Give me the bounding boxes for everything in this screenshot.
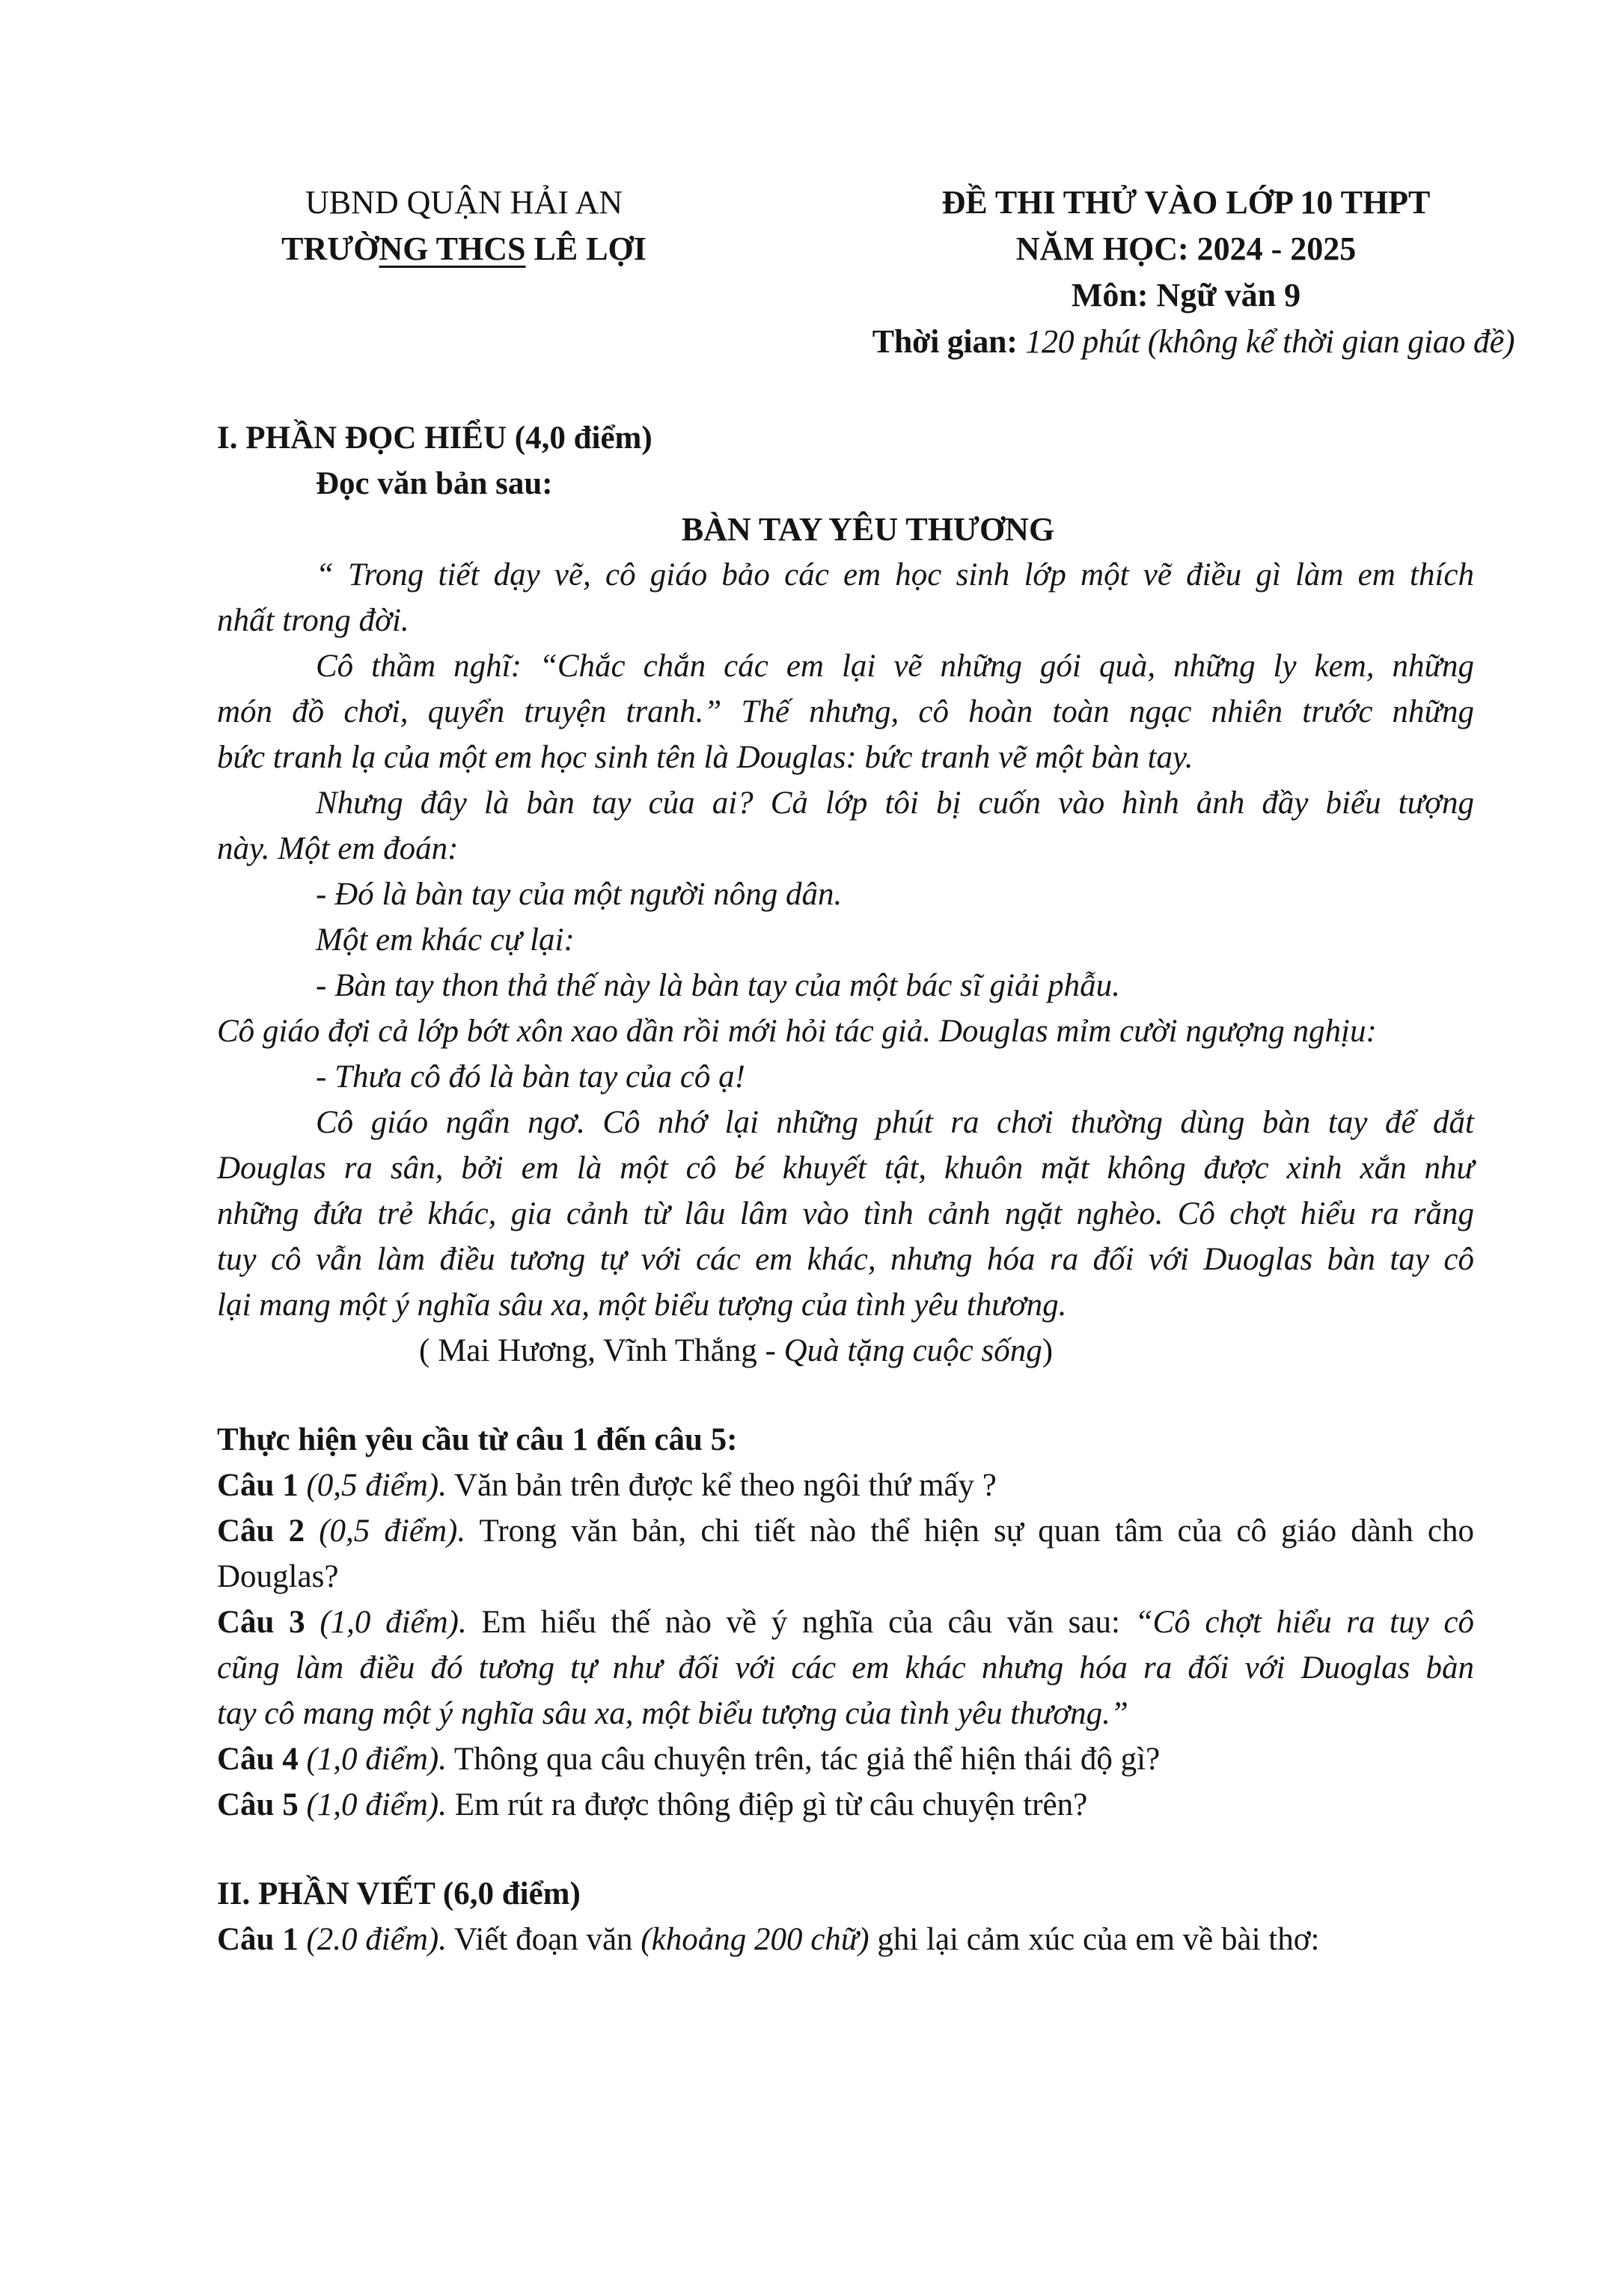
story-line: tuy cô vẫn làm điều tương tự với các em khác, nhưng hóa ra đối với Duoglas bàn tay cô [217, 1242, 1474, 1277]
question-label: Câu 1 [217, 1922, 299, 1957]
story-line: Một em khác cự lại: [316, 922, 575, 958]
source-authors: ( Mai Hương, Vĩnh Thắng - [419, 1333, 784, 1368]
reading-instruction: Đọc văn bản sau: [316, 466, 553, 501]
exam-time [812, 319, 1575, 365]
spacer [217, 1828, 1474, 1871]
question-3-quote: cũng làm điều đó tương tự như đối với các em khác nhưng hóa ra đối với Duoglas bàn [217, 1650, 1474, 1686]
story-line: Cô giáo ngẩn ngơ. Cô nhớ lại những phút ra chơi thường dùng bàn tay để dắt [316, 1105, 1474, 1140]
exam-subject: Môn: Ngữ văn 9 [1071, 277, 1301, 313]
question-text: Thông qua câu chuyện trên, tác giả thể hiện thái độ gì? [446, 1742, 1161, 1777]
time-label: Thời gian: [872, 323, 1026, 360]
spacer [217, 1374, 1474, 1417]
question-points: (0,5 điểm). [305, 1513, 466, 1549]
story-line: Cô giáo đợi cả lớp bớt xôn xao dần rồi mới hỏi tác giả. Douglas mỉm cười ngượng nghịu: [217, 1014, 1377, 1049]
source-close: ) [1042, 1333, 1054, 1368]
writing-question-1 [217, 1917, 1474, 1962]
question-label: Câu 3 [217, 1605, 305, 1640]
question-label: Câu 4 [217, 1742, 299, 1777]
question-points: (2.0 điểm). [298, 1922, 447, 1957]
question-points: (1,0 điểm). [305, 1605, 467, 1640]
exam-title: ĐỀ THI THỬ VÀO LỚP 10 THPT [941, 184, 1431, 221]
school-name-underlined: NG THCS [379, 230, 526, 267]
question-label: Câu 2 [217, 1513, 305, 1549]
question-points: (1,0 điểm). [298, 1742, 447, 1777]
question-quote: “Cô chợt hiểu ra tuy cô [1134, 1605, 1474, 1640]
question-text: Em hiểu thế nào về ý nghĩa của câu văn sau: [466, 1605, 1135, 1640]
question-3 [217, 1599, 1474, 1645]
question-5 [217, 1782, 1474, 1828]
story-line: Nhưng đây là bàn tay của ai? Cả lớp tôi bị cuốn vào hình ảnh đầy biểu tượng [316, 786, 1474, 821]
district-name: UBND QUẬN HẢI AN [305, 184, 623, 221]
question-2 [217, 1508, 1474, 1554]
question-4 [217, 1736, 1474, 1782]
time-value: 120 phút (không kể thời gian giao đề) [1025, 323, 1515, 360]
question-points: (1,0 điểm). [298, 1787, 447, 1822]
story-line: món đồ chơi, quyển truyện tranh.” Thế nhưng, cô hoàn toàn ngạc nhiên trước những [217, 694, 1474, 729]
school-year: NĂM HỌC: 2024 - 2025 [1015, 230, 1357, 267]
part1-heading: I. PHẦN ĐỌC HIỂU (4,0 điểm) [217, 420, 652, 456]
question-1 [217, 1463, 1474, 1508]
story-line: này. Một em đoán: [217, 831, 459, 866]
story-line: nhất trong đời. [217, 603, 409, 638]
story-line: Douglas ra sân, bởi em là một cô bé khuyết tật, khuôn mặt không được xinh xắn như [217, 1151, 1474, 1186]
story-line: bức tranh lạ của một em học sinh tên là Douglas: bức tranh vẽ một bàn tay. [217, 740, 1193, 775]
question-text: Em rút ra được thông điệp gì từ câu chuyện trên? [446, 1787, 1088, 1822]
question-2-cont: Douglas? [217, 1559, 339, 1594]
story-title: BÀN TAY YÊU THƯƠNG [681, 511, 1055, 548]
story-source [217, 1328, 1474, 1374]
story-line: - Thưa cô đó là bàn tay của cô ạ! [316, 1059, 745, 1095]
story-line: những đứa trẻ khác, gia cảnh từ lâu lâm vào tình cảnh ngặt nghèo. Cô chợt hiểu ra rằng [217, 1196, 1474, 1231]
question-note: (khoảng 200 chữ) [641, 1922, 869, 1957]
school-name-part: LÊ LỢI [525, 230, 647, 267]
question-points: (0,5 điểm). [298, 1468, 447, 1503]
question-label: Câu 1 [217, 1468, 299, 1503]
story-line: - Đó là bàn tay của một người nông dân. [316, 877, 843, 912]
question-label: Câu 5 [217, 1787, 299, 1822]
questions-heading: Thực hiện yêu cầu từ câu 1 đến câu 5: [217, 1422, 738, 1457]
question-text: Viết đoạn văn [446, 1922, 641, 1957]
story-text [217, 552, 1474, 1328]
story-line: lại mang một ý nghĩa sâu xa, một biểu tượng của tình yêu thương. [217, 1288, 1067, 1323]
question-3-quote: tay cô mang một ý nghĩa sâu xa, một biểu tượng của tình yêu thương.” [217, 1696, 1128, 1731]
header-right [804, 180, 1568, 365]
story-line: - Bàn tay thon thả thế này là bàn tay của một bác sĩ giải phẫu. [316, 968, 1120, 1003]
question-text: Văn bản trên được kể theo ngôi thứ mấy ? [446, 1468, 997, 1503]
question-text: Trong văn bản, chi tiết nào thể hiện sự quan tâm của cô giáo dành cho [465, 1513, 1475, 1549]
school-name [224, 226, 703, 272]
story-line: Cô thầm nghĩ: “Chắc chắn các em lại vẽ những gói quà, những ly kem, những [316, 649, 1474, 684]
source-book: Quà tặng cuộc sống [783, 1333, 1042, 1368]
part2-heading: II. PHẦN VIẾT (6,0 điểm) [217, 1876, 581, 1911]
school-name-part: TRƯỜ [281, 230, 379, 267]
exam-body [217, 415, 1474, 1962]
question-text: ghi lại cảm xúc của em về bài thơ: [869, 1922, 1320, 1957]
story-line: “ Trong tiết dạy vẽ, cô giáo bảo các em học sinh lớp một vẽ điều gì làm em thích [316, 557, 1474, 593]
header-left [224, 180, 703, 272]
